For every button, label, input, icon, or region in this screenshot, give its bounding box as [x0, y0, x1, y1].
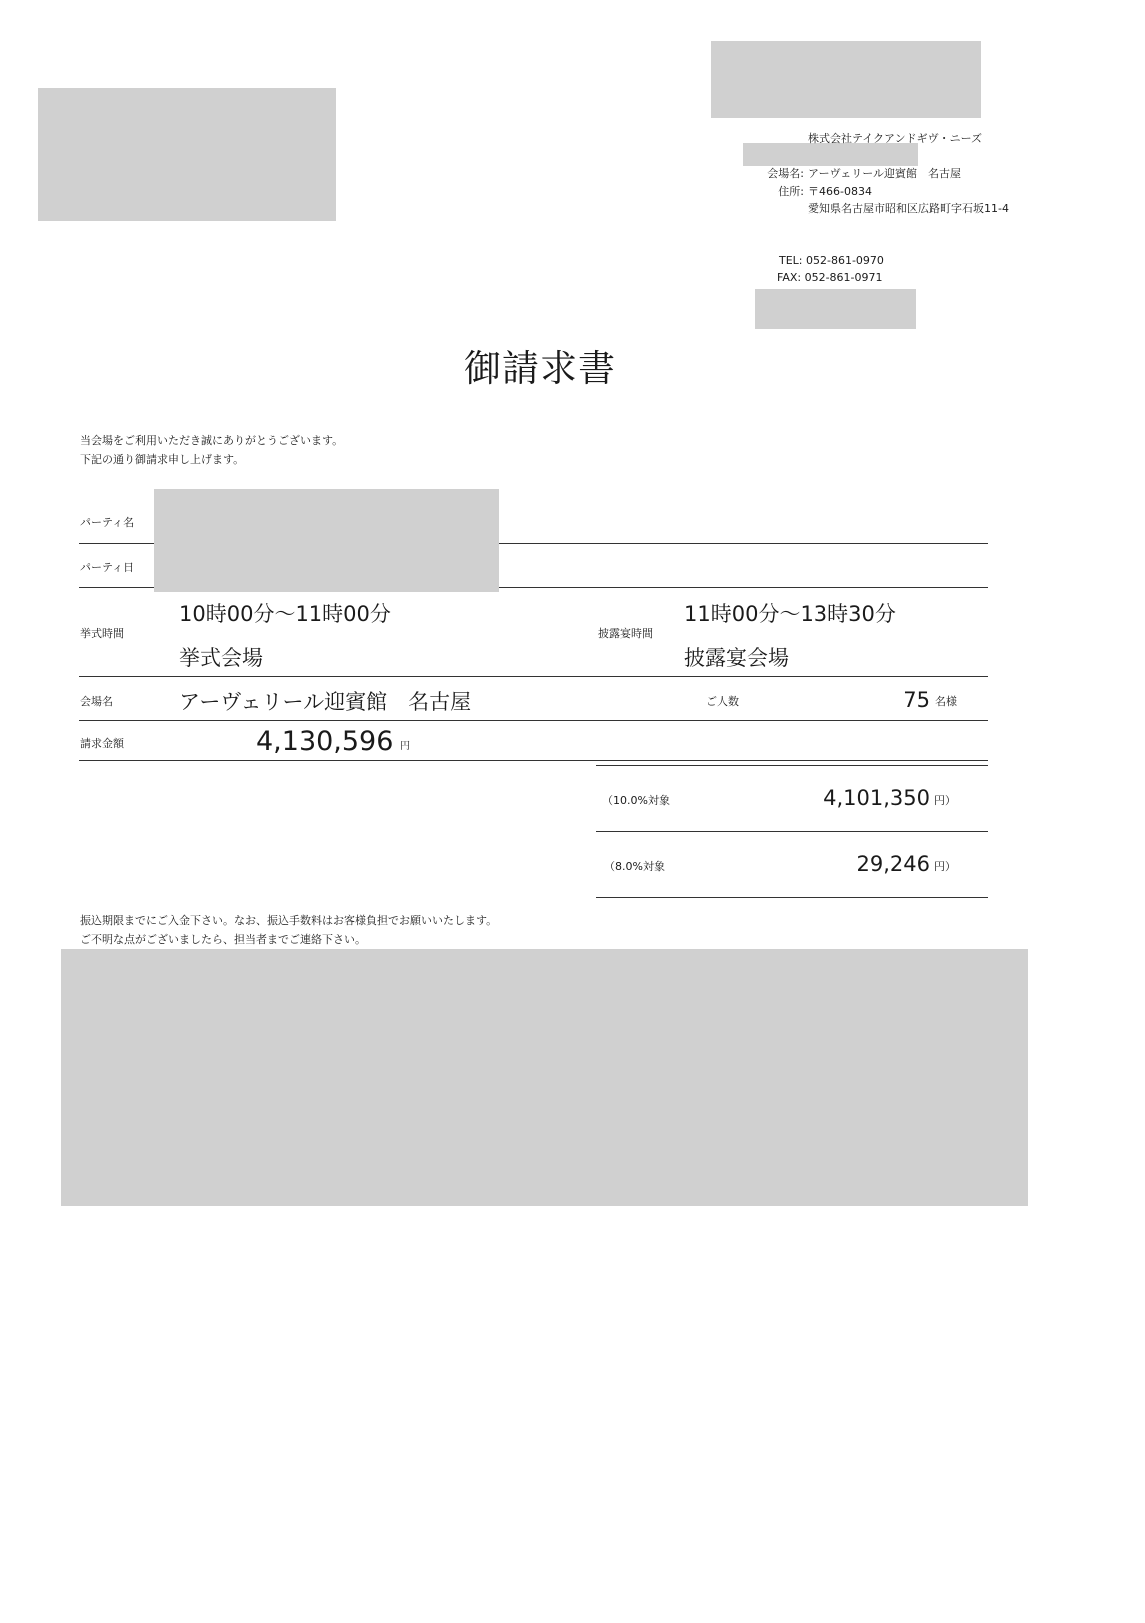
divider — [596, 831, 988, 832]
divider — [596, 765, 988, 766]
redacted-logo-block — [711, 41, 981, 118]
amount-label: 請求金額 — [80, 737, 124, 750]
issuer-address: 愛知県名古屋市昭和区広路町字石坂11-4 — [808, 202, 1009, 215]
greeting-line-2: 下記の通り御請求申し上げます。 — [80, 453, 245, 466]
invoice-amount: 4,130,596 — [256, 726, 394, 757]
ceremony-venue: 挙式会場 — [179, 646, 263, 670]
issuer-venue-label: 会場名: — [767, 167, 804, 180]
guests-count: 75 — [903, 688, 930, 712]
greeting-line-1: 当会場をご利用いただき誠にありがとうございます。 — [80, 434, 344, 447]
tax-10-value: 4,101,350 — [823, 786, 930, 810]
issuer-fax: FAX: 052-861-0971 — [777, 271, 883, 284]
divider — [79, 676, 988, 677]
issuer-venue-name: アーヴェリール迎賓館 名古屋 — [808, 167, 962, 180]
redacted-party-info — [154, 489, 499, 592]
note-line-2: ご不明な点がございましたら、担当者までご連絡下さい。 — [80, 933, 366, 946]
note-line-1: 振込期限までにご入金下さい。なお、振込手数料はお客様負担でお願いいたします。 — [80, 914, 498, 927]
ceremony-time: 10時00分～11時00分 — [179, 602, 391, 626]
reception-venue: 披露宴会場 — [684, 646, 789, 670]
redacted-bank-info — [61, 949, 1028, 1206]
venue-name: アーヴェリール迎賓館 名古屋 — [179, 690, 472, 714]
reception-time: 11時00分～13時30分 — [684, 602, 896, 626]
redacted-recipient-block — [38, 88, 336, 221]
venue-label: 会場名 — [80, 695, 113, 708]
divider — [596, 897, 988, 898]
issuer-postal: 〒466-0834 — [808, 185, 872, 198]
tax-8-value: 29,246 — [856, 852, 930, 876]
tax-10-unit: 円） — [934, 794, 956, 807]
issuer-address-label: 住所: — [778, 185, 804, 198]
guests-label: ご人数 — [706, 695, 739, 708]
party-name-label: パーティ名 — [80, 516, 135, 529]
page-title: 御請求書 — [464, 347, 616, 390]
ceremony-time-label: 挙式時間 — [80, 627, 124, 640]
tax-8-label: （8.0%対象 — [604, 860, 665, 873]
redacted-stamp-block — [755, 289, 916, 329]
tax-10-label: （10.0%対象 — [602, 794, 670, 807]
redacted-issuer-line — [743, 143, 918, 166]
divider — [596, 760, 988, 761]
divider — [79, 760, 596, 761]
tax-8-unit: 円） — [934, 860, 956, 873]
issuer-tel: TEL: 052-861-0970 — [779, 254, 884, 267]
issuer-company: 株式会社テイクアンドギヴ・ニーズ — [808, 132, 983, 145]
guests-unit: 名様 — [935, 695, 957, 708]
reception-time-label: 披露宴時間 — [598, 627, 653, 640]
party-date-label: パーティ日 — [80, 561, 135, 574]
divider — [79, 720, 988, 721]
amount-unit: 円 — [400, 741, 410, 752]
